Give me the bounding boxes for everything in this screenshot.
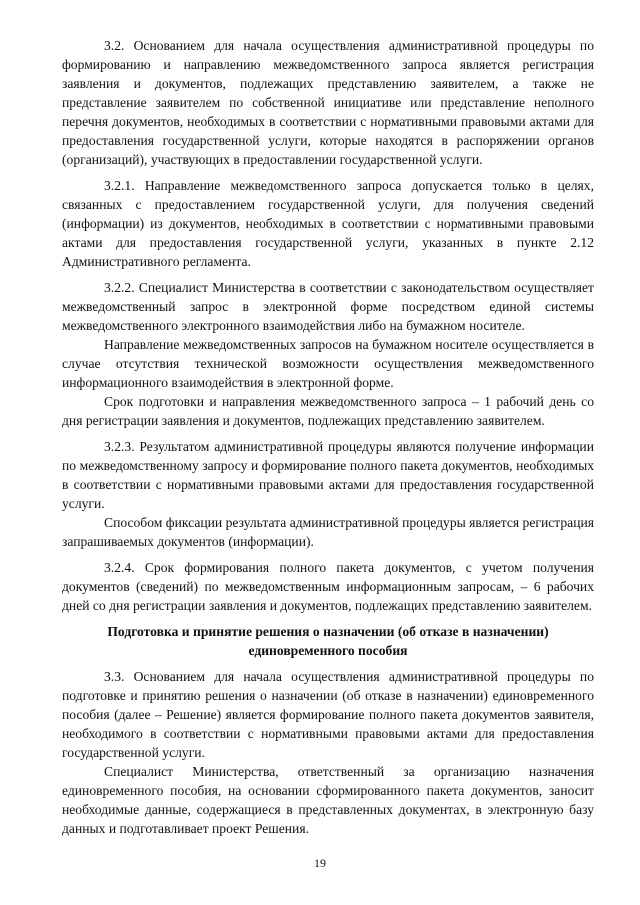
paragraph-fixation-method: Способом фиксации результата административной процедуры является регистрация запрашиваемых документов (информации). <box>62 515 594 549</box>
paragraph-3-2: 3.2. Основанием для начала осуществления административной процедуры по формированию и направлению межведомственного запроса является регистрация заявления и документов, подлежащих представлению заявителем, а также не представление заявителем по собственной инициативе или представление неполного перечня документов, необходимых в соответствии с нормативными правовыми актами для предоставления государственной услуги, которые находятся в распоряжении органов (организаций), участвующих в предоставлении государственной услуги. <box>62 38 594 167</box>
paragraph-3-2-1: 3.2.1. Направление межведомственного запроса допускается только в целях, связанных с предоставлением государственной услуги, для получения сведений (информации) из документов, необходимых в соответствии с нормативными правовыми актами для предоставления государственной услуги, указанных в пункте 2.12 Административного регламента. <box>62 178 594 269</box>
paragraph-3-2-4: 3.2.4. Срок формирования полного пакета документов, с учетом получения документов (сведений) по межведомственным информационным запросам, – 6 рабочих дней со дня регистрации заявления и документов, подлежащих представлению заявителем. <box>62 560 594 613</box>
page-number: 19 <box>314 856 326 870</box>
paragraph-specialist: Специалист Министерства, ответственный за организацию назначения единовременного пособия, на основании сформированного пакета документов, заносит необходимые данные, содержащиеся в представленных документах, в электронную базу данных и подготавливает проект Решения. <box>62 764 594 836</box>
paragraph-paper-requests: Направление межведомственных запросов на бумажном носителе осуществляется в случае отсутствия технической возможности осуществления межведомственного информационного взаимодействия в электронной форме. <box>62 337 594 390</box>
paragraph-request-deadline: Срок подготовки и направления межведомственного запроса – 1 рабочий день со дня регистрации заявления и документов, подлежащих представлению заявителем. <box>62 394 594 428</box>
paragraph-3-2-3: 3.2.3. Результатом административной процедуры являются получение информации по межведомственному запросу и формирование полного пакета документов, необходимых в соответствии с нормативными правовыми актами для предоставления государственной услуги. <box>62 439 594 511</box>
paragraph-3-2-2: 3.2.2. Специалист Министерства в соответствии с законодательством осуществляет межведомственный запрос в электронной форме посредством единой системы межведомственного электронного взаимодействия либо на бумажном носителе. <box>62 280 594 333</box>
section-heading-line2: единовременного пособия <box>248 643 408 658</box>
paragraph-3-3: 3.3. Основанием для начала осуществления административной процедуры по подготовке и принятию решения о назначении (об отказе в назначении) единовременного пособия (далее – Решение) является формирование полного пакета документов заявителя, необходимого в соответствии с нормативными правовыми актами для предоставления государственной услуги. <box>62 669 594 760</box>
section-heading-line1: Подготовка и принятие решения о назначении (об отказе в назначении) <box>107 624 549 639</box>
document-body <box>62 36 594 838</box>
section-heading <box>62 622 594 660</box>
